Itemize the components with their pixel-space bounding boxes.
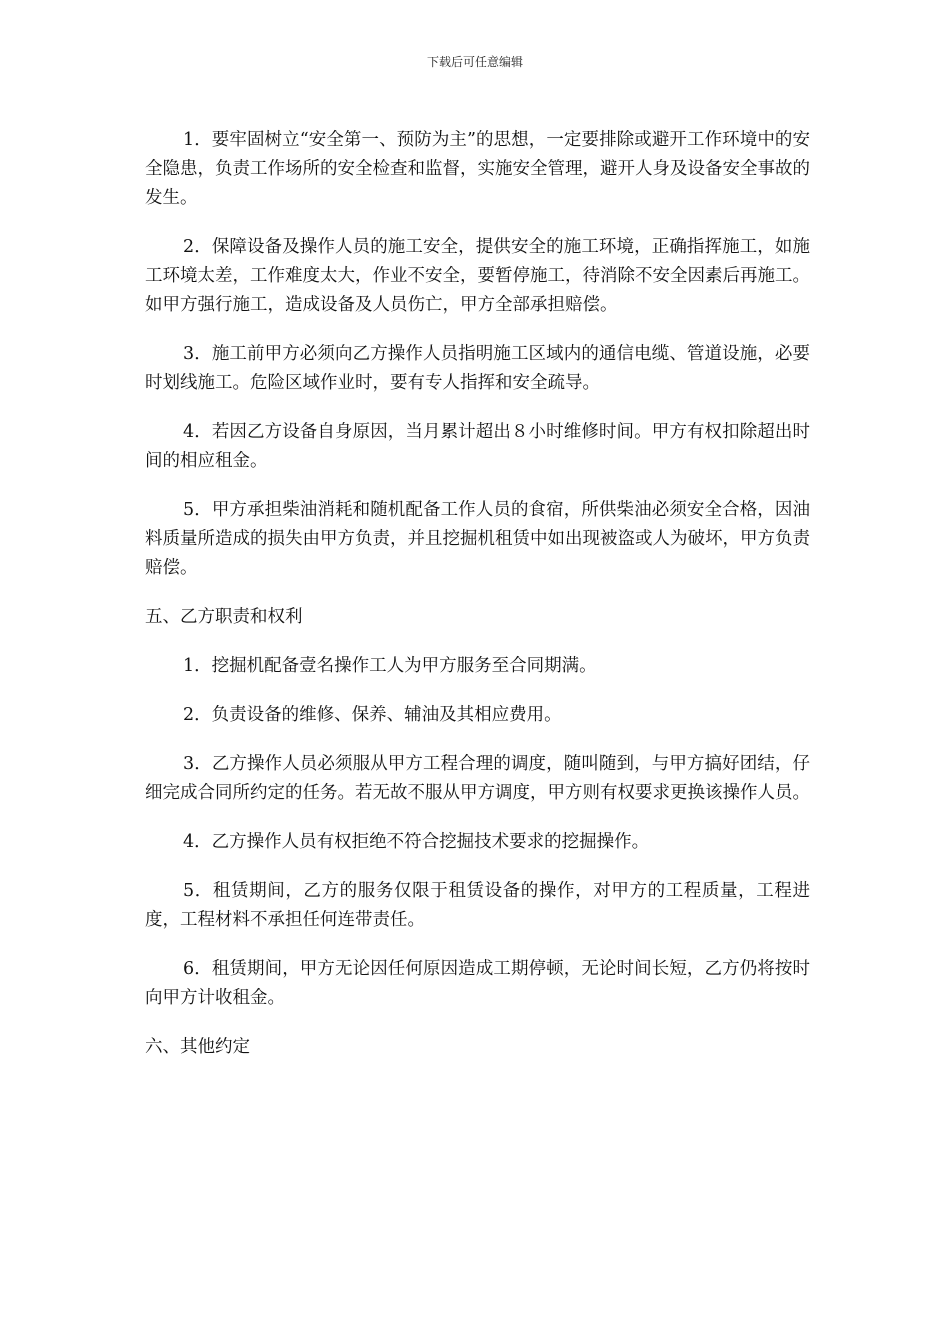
- section-heading: 六、其他约定: [145, 1037, 250, 1057]
- paragraph-item: 5．甲方承担柴油消耗和随机配备工作人员的食宿，所供柴油必须安全合格，因油料质量所造成的损失由甲方负责，并且挖掘机租赁中如出现被盗或人为破坏，甲方负责赔偿。: [145, 500, 810, 578]
- paragraph-item: 1．要牢固树立“安全第一、预防为主”的思想，一定要排除或避开工作环境中的安全隐患，负责工作场所的安全检查和监督，实施安全管理，避开人身及设备安全事故的发生。: [145, 130, 810, 208]
- paragraph-item: 2．负责设备的维修、保养、辅油及其相应费用。: [183, 705, 562, 725]
- paragraph-item: 1．挖掘机配备壹名操作工人为甲方服务至合同期满。: [183, 656, 597, 676]
- paragraph-item: 5．租赁期间，乙方的服务仅限于租赁设备的操作，对甲方的工程质量，工程进度，工程材料不承担任何连带责任。: [145, 881, 810, 930]
- document-body: [145, 126, 810, 1082]
- paragraph-item: 4．若因乙方设备自身原因，当月累计超出８小时维修时间。甲方有权扣除超出时间的相应租金。: [145, 422, 810, 471]
- paragraph-item: 6．租赁期间，甲方无论因任何原因造成工期停顿，无论时间长短，乙方仍将按时向甲方计收租金。: [145, 959, 810, 1008]
- section-heading: 五、乙方职责和权利: [145, 607, 303, 627]
- page-header: 下载后可任意编辑: [426, 55, 523, 69]
- paragraph-item: 3．乙方操作人员必须服从甲方工程合理的调度，随叫随到，与甲方搞好团结，仔细完成合同所约定的任务。若无故不服从甲方调度，甲方则有权要求更换该操作人员。: [145, 754, 810, 803]
- paragraph-item: 2．保障设备及操作人员的施工安全，提供安全的施工环境，正确指挥施工，如施工环境太差，工作难度太大，作业不安全，要暂停施工，待消除不安全因素后再施工。如甲方强行施工，造成设备及人员伤亡，甲方全部承担赔偿。: [145, 237, 810, 315]
- paragraph-item: 3．施工前甲方必须向乙方操作人员指明施工区域内的通信电缆、管道设施，必要时划线施工。危险区域作业时，要有专人指挥和安全疏导。: [145, 344, 810, 393]
- paragraph-item: 4．乙方操作人员有权拒绝不符合挖掘技术要求的挖掘操作。: [183, 832, 650, 852]
